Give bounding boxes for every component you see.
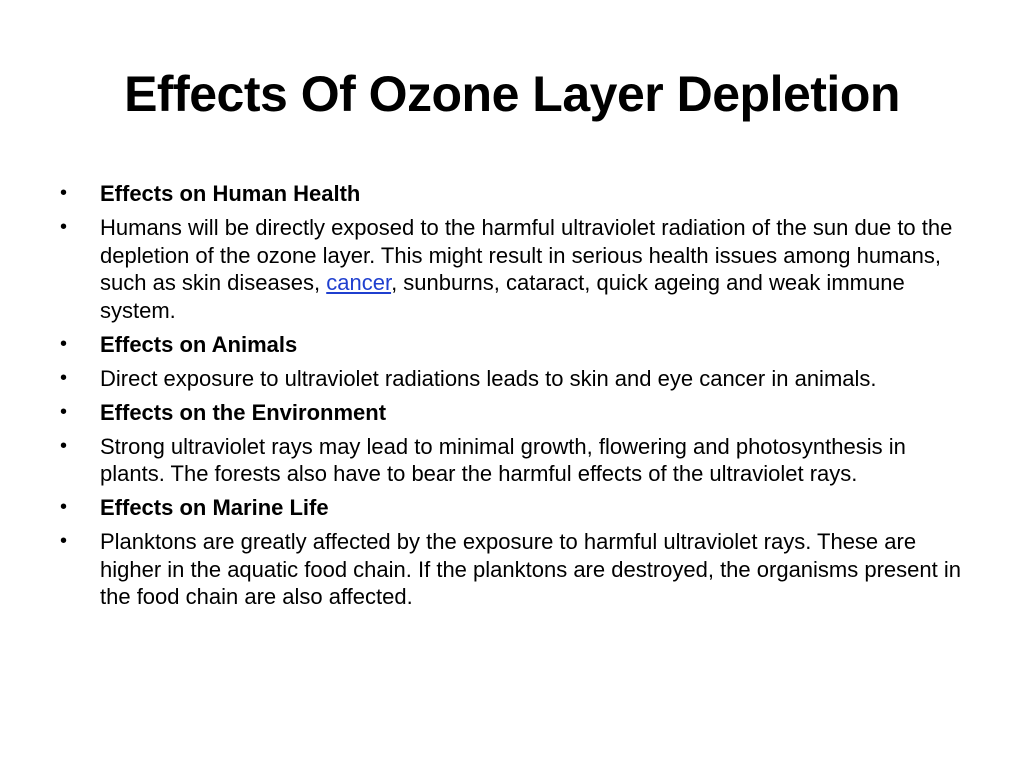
bullet-icon: •	[60, 434, 68, 457]
bullet-icon: •	[60, 332, 68, 355]
bullet-icon: •	[60, 182, 68, 204]
bullet-list	[58, 180, 968, 617]
bullet-text	[100, 215, 952, 323]
bullet-icon: •	[60, 496, 68, 518]
bullet-icon: •	[60, 400, 68, 423]
cancer-link[interactable]: cancer	[326, 270, 392, 295]
bullet-heading-animals	[58, 331, 968, 359]
bullet-marine-life-body	[58, 528, 968, 611]
bullet-text: Effects on the Environment	[100, 399, 387, 425]
bullet-text: Direct exposure to ultraviolet radiations leads to skin and eye cancer in animals.	[100, 365, 877, 391]
bullet-environment-body	[58, 433, 968, 488]
bullet-text: Effects on Animals	[100, 331, 298, 357]
bullet-heading-marine-life	[58, 494, 968, 522]
bullet-heading-environment	[58, 399, 968, 427]
bullet-text-after-link: , sunburns, cataract, quick ageing and weak immune system.	[100, 270, 905, 323]
bullet-human-health-body	[58, 214, 968, 324]
bullet-animals-body	[58, 365, 968, 393]
bullet-text: Strong ultraviolet rays may lead to minimal growth, flowering and photosynthesis in plants. The forests also have to bear the harmful effects of the ultraviolet rays.	[100, 433, 906, 486]
bullet-heading-human-health	[58, 180, 968, 208]
bullet-icon: •	[60, 216, 68, 238]
bullet-text: Planktons are greatly affected by the exposure to harmful ultraviolet rays. These are higher in the aquatic food chain. If the planktons are destroyed, the organisms present in the food chain are also affected.	[100, 529, 961, 609]
bullet-text: Effects on Marine Life	[100, 495, 329, 520]
bullet-icon: •	[60, 366, 68, 389]
bullet-text: Effects on Human Health	[100, 181, 361, 206]
bullet-text-before-link: Humans will be directly exposed to the harmful ultraviolet radiation of the sun due to the depletion of the ozone layer. This might result in serious health issues among humans, such as skin diseases,	[100, 215, 953, 295]
slide-title: Effects Of Ozone Layer Depletion	[124, 66, 900, 122]
bullet-icon: •	[60, 530, 68, 552]
